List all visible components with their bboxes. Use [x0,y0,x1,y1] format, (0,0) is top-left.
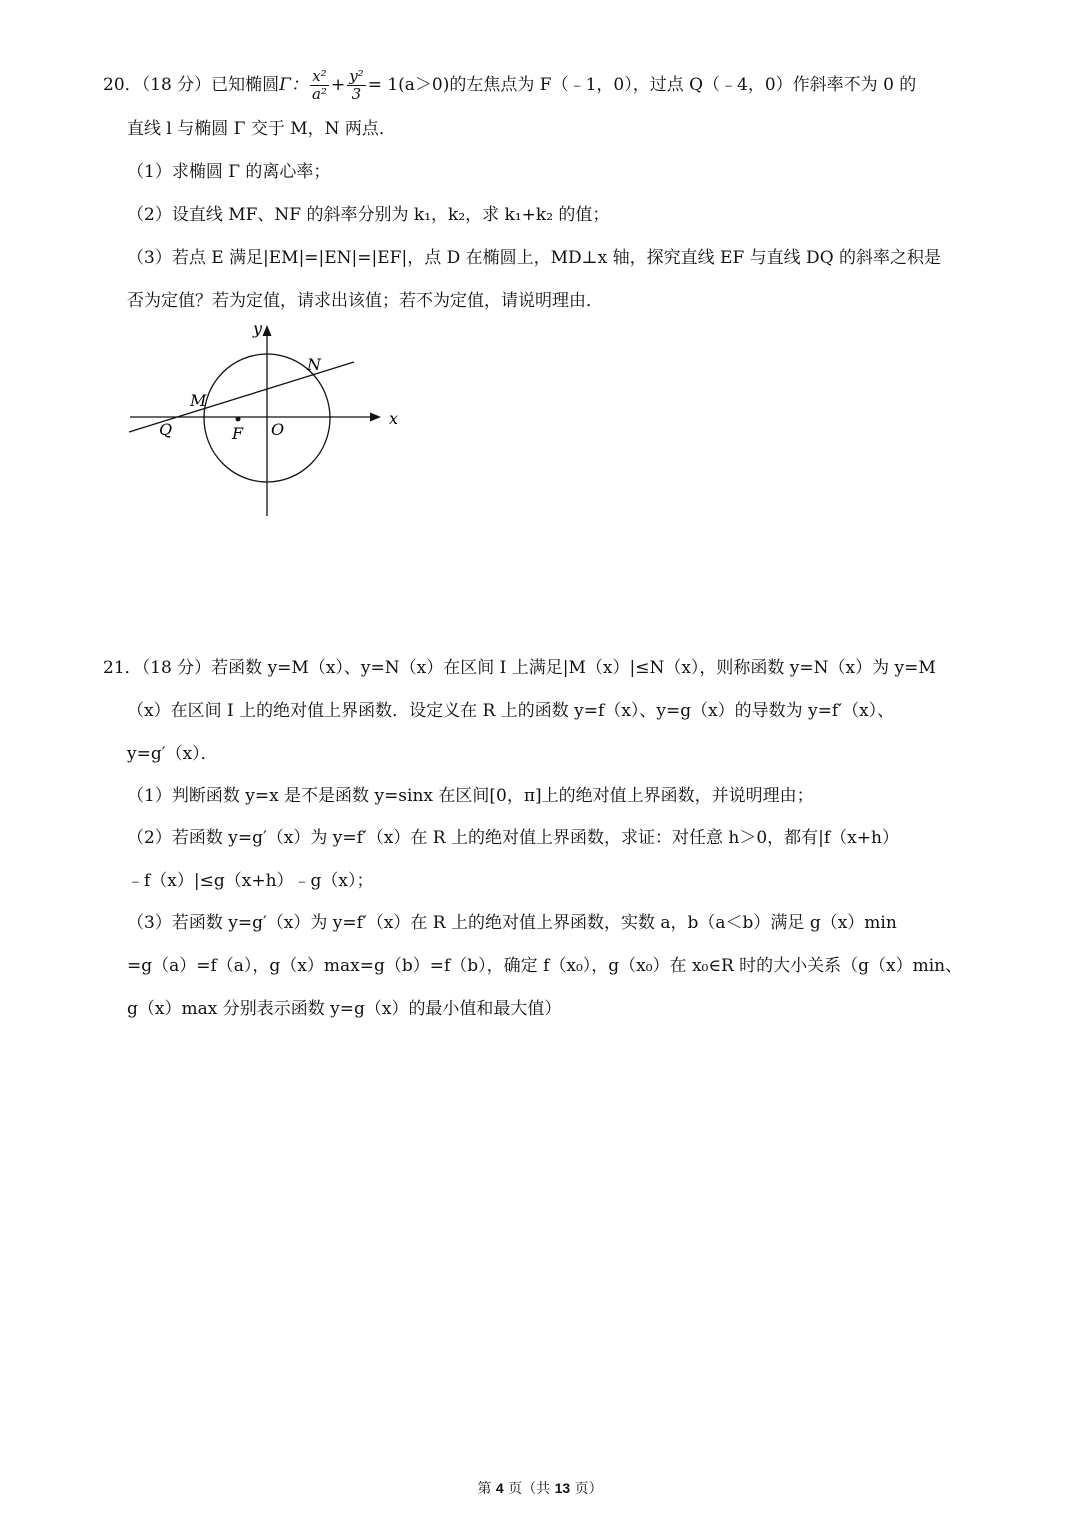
frac1-den: a² [311,85,327,103]
q21-part3b: =g（a）=f（a），g（x）max=g（b）=f（b），确定 f（x₀），g（x₀）在 x₀∈R 时的大小关系（g（x）min、 [127,956,963,976]
label-M: M [190,391,207,410]
q20-part2: （2）设直线 MF、NF 的斜率分别为 k₁，k₂，求 k₁+k₂ 的值； [127,205,610,225]
q20-part1: （1）求椭圆 Γ 的离心率； [127,162,331,182]
q21-part2a: （2）若函数 y=g′（x）为 y=f′（x）在 R 上的绝对值上界函数，求证：对任意 h＞0，都有|f（x+h） [127,828,899,848]
q21-line1: 21．（18 分）若函数 y=M（x）、y=N（x）在区间 I 上满足|M（x）|≤N（x），则称函数 y=N（x）为 y=M [103,658,936,678]
q20-head: 20．（18 分）已知椭圆 [103,75,280,95]
label-O: O [271,420,285,439]
q20-eq-tail: = 1(a＞0)的左焦点为 F（﹣1，0），过点 Q（﹣4，0）作斜率不为 0 的 [367,75,917,95]
footer-page-number: 4 [495,1480,504,1496]
label-F: F [232,424,244,443]
page-footer [0,1478,1080,1498]
ellipse-diagram [125,318,415,523]
q20-part3b: 否为定值？若为定值，请求出该值；若不为定值，请说明理由． [127,291,603,311]
q20-line2: 直线 l 与椭圆 Γ 交于 M，N 两点． [127,119,396,139]
label-N: N [307,355,321,374]
q20-plus: + [330,75,346,95]
label-x: x [389,409,399,428]
q21-part3c: g（x）max 分别表示函数 y=g（x）的最小值和最大值） [127,999,562,1019]
y-axis-arrow-icon [263,325,272,336]
q21-part3a: （3）若函数 y=g′（x）为 y=f′（x）在 R 上的绝对值上界函数，实数 a，b（a＜b）满足 g（x）min [127,913,897,933]
q20-fraction-x [310,68,329,103]
footer-post: 页） [570,1481,603,1497]
q20-gamma: Γ： [279,75,308,95]
label-Q: Q [159,420,173,439]
footer-mid: 页（共 [503,1481,555,1497]
frac2-den: 3 [351,85,362,103]
footer-pre: 第 [477,1481,496,1497]
x-axis-arrow-icon [370,413,381,422]
frac1-num: x² [310,68,329,86]
q21-part2b: ﹣f（x）|≤g（x+h）﹣g（x）； [127,871,374,891]
frac2-num: y² [349,67,364,85]
q21-line3: y=g′（x）． [127,744,218,764]
q21-part1: （1）判断函数 y=x 是不是函数 y=sinx 在区间[0，π]上的绝对值上界函数，并说明理由； [127,786,814,806]
footer-total-pages: 13 [554,1480,571,1496]
label-y: y [253,319,263,338]
q20-fraction-y [347,68,366,103]
q20-part3a: （3）若点 E 满足|EM|=|EN|=|EF|，点 D 在椭圆上，MD⊥x 轴，探究直线 EF 与直线 DQ 的斜率之积是 [127,248,942,268]
focus-point [236,417,241,422]
q20-line1 [103,68,916,103]
q21-line2: （x）在区间 I 上的绝对值上界函数．设定义在 R 上的函数 y=f（x）、y=g（x）的导数为 y=f′（x）、 [127,701,895,721]
